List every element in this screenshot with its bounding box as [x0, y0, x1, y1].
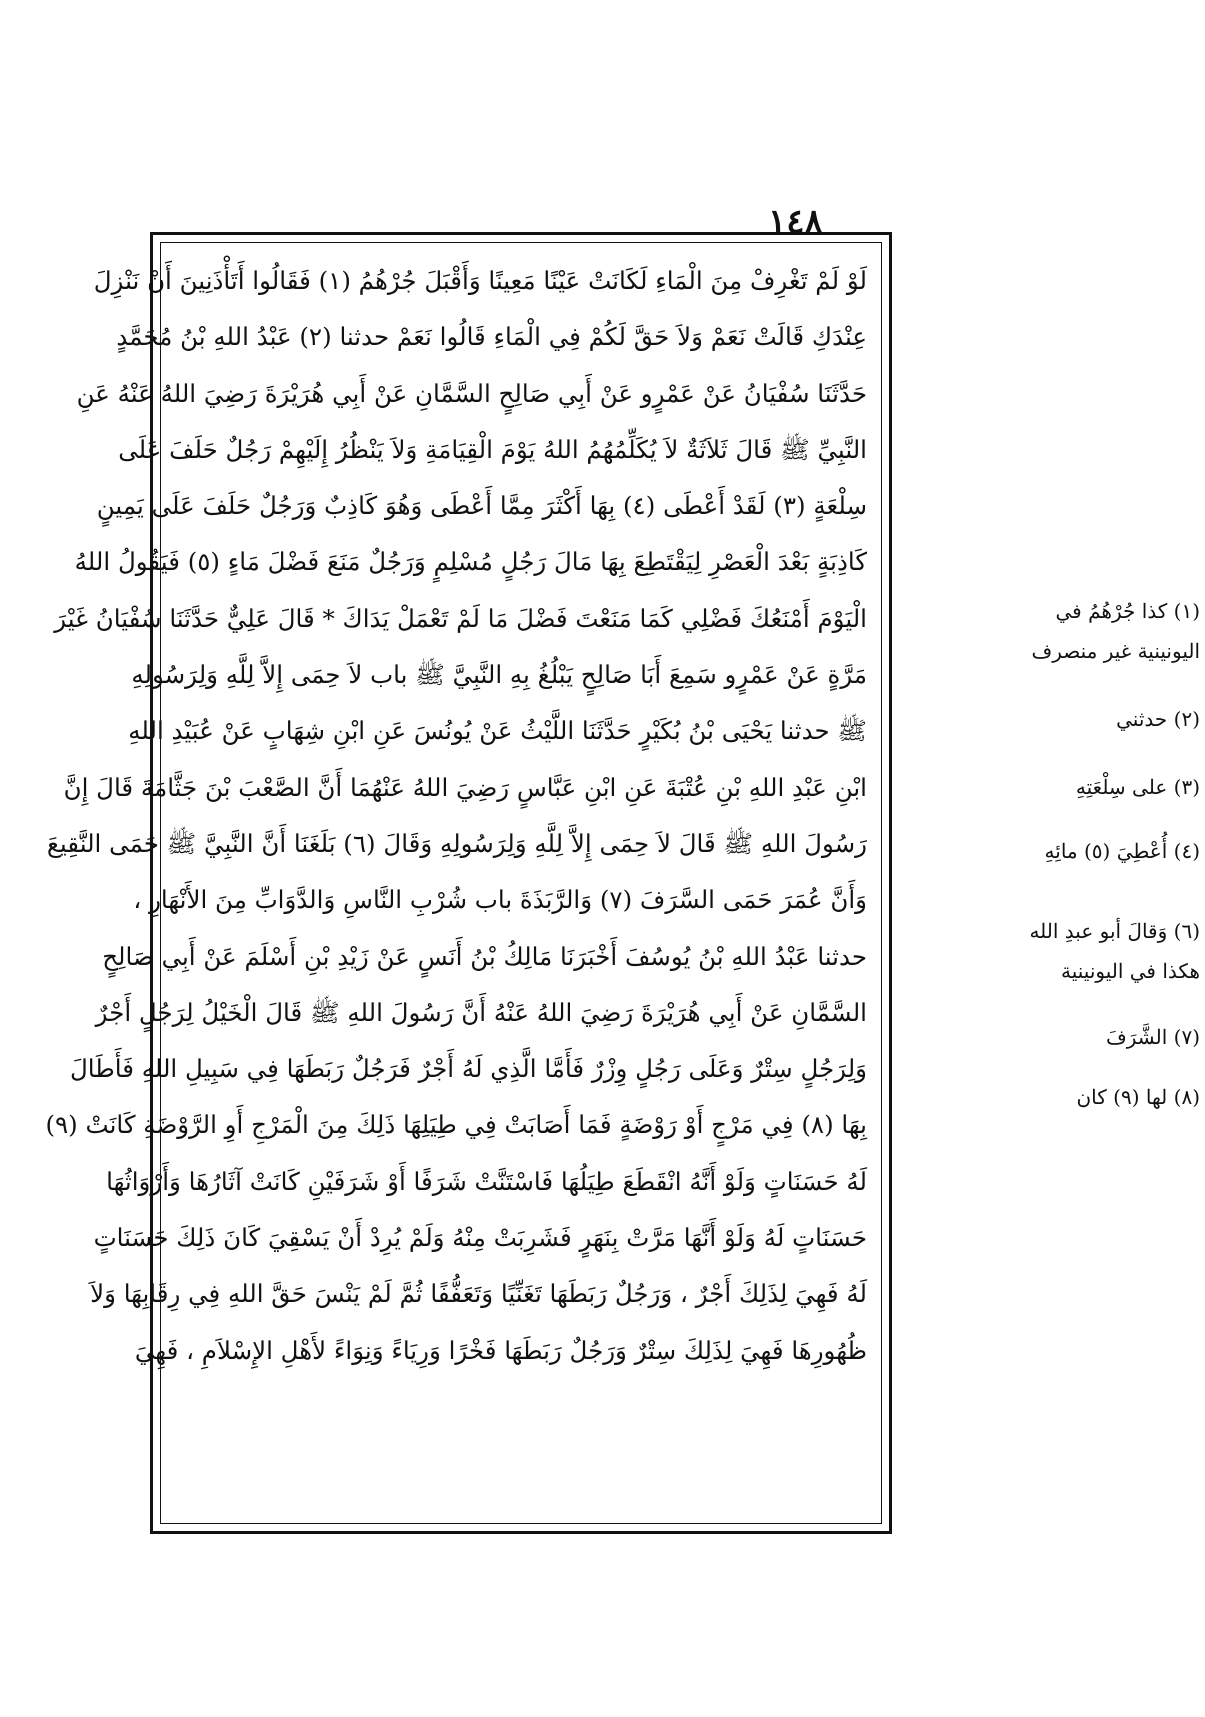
- text-line: حدثنا عَبْدُ اللهِ بْنُ يُوسُفَ أَخْبَرَنَا مَالِكُ بْنُ أَنَسٍ عَنْ زَيْدِ بْنِ أَسْلَمَ عَنْ أَبِي صَالِحٍ: [102, 941, 867, 971]
- text-line: ابْنِ عَبْدِ اللهِ بْنِ عُتْبَةَ عَنِ ابْنِ عَبَّاسٍ رَضِيَ اللهُ عَنْهُمَا أَنَّ الصَّعْبَ بْنَ جَثَّامَةَ قَالَ إِنَّ: [63, 772, 867, 802]
- text-line: سِلْعَةٍ (٣) لَقَدْ أَعْطَى (٤) بِهَا أَكْثَرَ مِمَّا أَعْطَى وَهُوَ كَاذِبٌ وَرَجُلٌ حَلَفَ عَلَى يَمِينٍ: [96, 491, 867, 521]
- margin-notes: [900, 596, 1200, 1156]
- margin-note: هكذا في اليونينية: [1060, 959, 1200, 983]
- text-line: ﷺ حدثنا يَحْيَى بْنُ بُكَيْرٍ حَدَّثَنَا اللَّيْثُ عَنْ يُونُسَ عَنِ ابْنِ شِهَابٍ عَنْ عُبَيْدِ اللهِ: [128, 716, 867, 746]
- text-line: ظُهُورِهَا فَهِيَ لِذَلِكَ سِتْرٌ وَرَجُلٌ رَبَطَهَا فَخْرًا وَرِيَاءً وَنِوَاءً لأَهْلِ الإِسْلاَمِ ، فَهِيَ: [134, 1335, 867, 1365]
- margin-note: (٦) وَقالَ أبو عبدِ الله: [1029, 919, 1200, 943]
- margin-note: (٨) لها (٩) كان: [1076, 1085, 1200, 1109]
- margin-note: (٧) الشَّرَفَ: [1106, 1025, 1200, 1049]
- text-line: وَلِرَجُلٍ سِتْرٌ وَعَلَى رَجُلٍ وِزْرٌ فَأَمَّا الَّذِي لَهُ أَجْرٌ فَرَجُلٌ رَبَطَهَا فِي سَبِيلِ اللهِ فَأَطَالَ: [69, 1054, 867, 1084]
- text-line: السَّمَّانِ عَنْ أَبِي هُرَيْرَةَ رَضِيَ اللهُ عَنْهُ أَنَّ رَسُولَ اللهِ ﷺ قَالَ الْخَيْلُ لِرَجُلٍ أَجْرٌ: [95, 997, 867, 1027]
- text-line: لَهُ حَسَنَاتٍ وَلَوْ أَنَّهُ انْقَطَعَ طِيَلُهَا فَاسْتَنَّتْ شَرَفًا أَوْ شَرَفَيْنِ كَانَتْ آثَارُهَا وَأَرْوَاثُهَا: [106, 1166, 867, 1196]
- text-line: حَدَّثَنَا سُفْيَانُ عَنْ عَمْرٍو عَنْ أَبِي صَالِحٍ السَّمَّانِ عَنْ أَبِي هُرَيْرَةَ رَضِيَ اللهُ عَنْهُ عَنِ: [76, 378, 867, 408]
- text-line: حَسَنَاتٍ لَهُ وَلَوْ أَنَّهَا مَرَّتْ بِنَهَرٍ فَشَرِبَتْ مِنْهُ وَلَمْ يُرِدْ أَنْ يَسْقِيَ كَانَ ذَلِكَ حَسَنَاتٍ: [93, 1223, 867, 1253]
- margin-note: (٤) أُعْطِيَ (٥) مائِهِ: [1044, 839, 1200, 863]
- page-number: ١٤٨: [768, 202, 823, 242]
- margin-note: (٣) على سِلْعَتِهِ: [1075, 775, 1200, 799]
- main-text: [45, 253, 867, 1379]
- text-line: مَرَّةٍ عَنْ عَمْرٍو سَمِعَ أَبَا صَالِحٍ يَبْلُغُ بِهِ النَّبِيَّ ﷺ باب لاَ حِمَى إِلاَّ لِلَّهِ وَلِرَسُولِهِ: [131, 660, 867, 690]
- margin-note: اليونينية غير منصرف: [1031, 639, 1200, 663]
- text-line: النَّبِيِّ ﷺ قَالَ ثَلاَثَةٌ لاَ يُكَلِّمُهُمُ اللهُ يَوْمَ الْقِيَامَةِ وَلاَ يَنْظُرُ إِلَيْهِمْ رَجُلٌ حَلَفَ عَلَى: [118, 434, 867, 464]
- text-line: بِهَا (٨) فِي مَرْجٍ أَوْ رَوْضَةٍ فَمَا أَصَابَتْ فِي طِيَلِهَا ذَلِكَ مِنَ الْمَرْجِ أَوِ الرَّوْضَةِ كَانَتْ (٩): [45, 1110, 867, 1140]
- margin-note: (٢) حدثني: [1116, 707, 1200, 731]
- page-frame-inner: [45, 242, 882, 1524]
- text-line: رَسُولَ اللهِ ﷺ قَالَ لاَ حِمَى إِلاَّ لِلَّهِ وَلِرَسُولِهِ وَقَالَ (٦) بَلَغَنَا أَنَّ النَّبِيَّ ﷺ حَمَى النَّقِيعَ: [46, 828, 867, 858]
- text-line: لَوْ لَمْ تَغْرِفْ مِنَ الْمَاءِ لَكَانَتْ عَيْنًا مَعِينًا وَأَقْبَلَ جُرْهُمُ (١) فَقَالُوا أَتَأْذَنِينَ أَنْ نَنْزِلَ: [93, 266, 867, 295]
- text-line: لَهُ فَهِيَ لِذَلِكَ أَجْرٌ ، وَرَجُلٌ رَبَطَهَا تَغَنِّيًا وَتَعَفُّفًا ثُمَّ لَمْ يَنْسَ حَقَّ اللهِ فِي رِقَابِهَا وَلاَ: [90, 1279, 867, 1309]
- text-line: وَأَنَّ عُمَرَ حَمَى السَّرَفَ (٧) وَالرَّبَذَةَ باب شُرْبِ النَّاسِ وَالدَّوَابِّ مِنَ الأَنْهَارِ ،: [133, 885, 867, 915]
- text-line: كَاذِبَةٍ بَعْدَ الْعَصْرِ لِيَقْتَطِعَ بِهَا مَالَ رَجُلٍ مُسْلِمٍ وَرَجُلٌ مَنَعَ فَضْلَ مَاءٍ (٥) فَيَقُولُ اللهُ: [74, 547, 867, 577]
- text-line: الْيَوْمَ أَمْنَعُكَ فَضْلِي كَمَا مَنَعْتَ فَضْلَ مَا لَمْ تَعْمَلْ يَدَاكَ * قَالَ عَلِيٌّ حَدَّثَنَا سُفْيَانُ غَيْرَ: [54, 603, 867, 633]
- margin-note: (١) كذا جُرْهُمُ في: [1055, 599, 1200, 623]
- text-line: عِنْدَكِ قَالَتْ نَعَمْ وَلاَ حَقَّ لَكُمْ فِي الْمَاءِ قَالُوا نَعَمْ حدثنا (٢) عَبْدُ اللهِ بْنُ مُحَمَّدٍ: [116, 322, 867, 352]
